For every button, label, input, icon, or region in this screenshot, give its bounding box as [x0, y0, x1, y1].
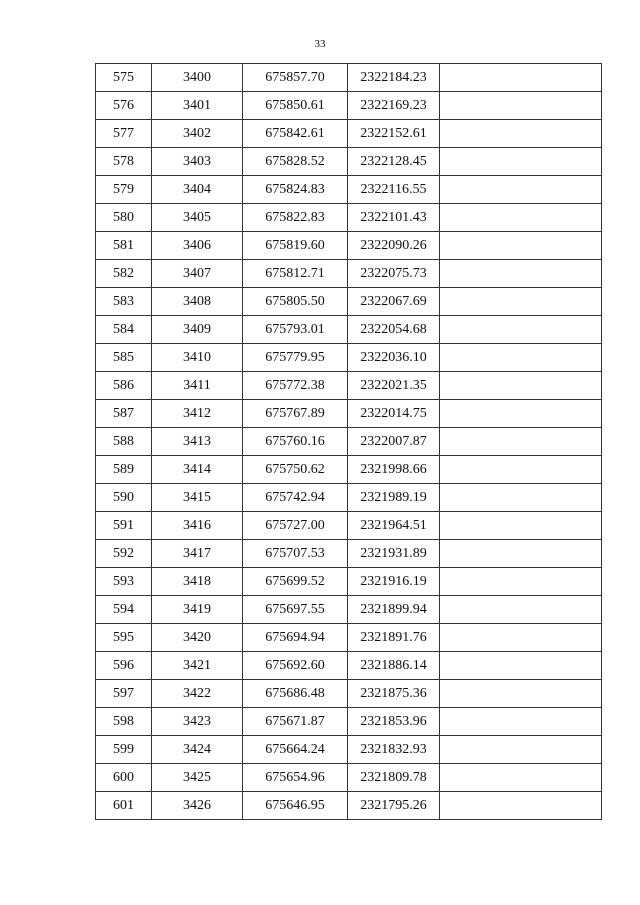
note-cell — [440, 400, 602, 428]
note-cell — [440, 428, 602, 456]
y-coordinate-cell: 2322054.68 — [348, 316, 440, 344]
row-index-cell: 576 — [96, 92, 152, 120]
row-index-cell: 579 — [96, 176, 152, 204]
note-cell — [440, 512, 602, 540]
note-cell — [440, 764, 602, 792]
table-row — [96, 288, 602, 316]
table-row — [96, 64, 602, 92]
y-coordinate-cell: 2321916.19 — [348, 568, 440, 596]
x-coordinate-cell: 675793.01 — [243, 316, 348, 344]
x-coordinate-cell: 675805.50 — [243, 288, 348, 316]
table-row — [96, 456, 602, 484]
x-coordinate-cell: 675819.60 — [243, 232, 348, 260]
point-id-cell: 3411 — [152, 372, 243, 400]
y-coordinate-cell: 2321891.76 — [348, 624, 440, 652]
row-index-cell: 595 — [96, 624, 152, 652]
x-coordinate-cell: 675772.38 — [243, 372, 348, 400]
note-cell — [440, 148, 602, 176]
note-cell — [440, 288, 602, 316]
y-coordinate-cell: 2322101.43 — [348, 204, 440, 232]
y-coordinate-cell: 2321809.78 — [348, 764, 440, 792]
x-coordinate-cell: 675727.00 — [243, 512, 348, 540]
point-id-cell: 3401 — [152, 92, 243, 120]
x-coordinate-cell: 675779.95 — [243, 344, 348, 372]
note-cell — [440, 540, 602, 568]
table-row — [96, 764, 602, 792]
row-index-cell: 582 — [96, 260, 152, 288]
point-id-cell: 3420 — [152, 624, 243, 652]
note-cell — [440, 64, 602, 92]
y-coordinate-cell: 2322184.23 — [348, 64, 440, 92]
note-cell — [440, 120, 602, 148]
point-id-cell: 3409 — [152, 316, 243, 344]
table-row — [96, 176, 602, 204]
y-coordinate-cell: 2321886.14 — [348, 652, 440, 680]
note-cell — [440, 372, 602, 400]
y-coordinate-cell: 2321964.51 — [348, 512, 440, 540]
x-coordinate-cell: 675767.89 — [243, 400, 348, 428]
table-row — [96, 232, 602, 260]
row-index-cell: 598 — [96, 708, 152, 736]
note-cell — [440, 484, 602, 512]
point-id-cell: 3406 — [152, 232, 243, 260]
y-coordinate-cell: 2322116.55 — [348, 176, 440, 204]
note-cell — [440, 596, 602, 624]
x-coordinate-cell: 675686.48 — [243, 680, 348, 708]
y-coordinate-cell: 2322075.73 — [348, 260, 440, 288]
y-coordinate-cell: 2322128.45 — [348, 148, 440, 176]
table-row — [96, 624, 602, 652]
note-cell — [440, 736, 602, 764]
point-id-cell: 3417 — [152, 540, 243, 568]
note-cell — [440, 456, 602, 484]
table-row — [96, 512, 602, 540]
table-row — [96, 652, 602, 680]
point-id-cell: 3404 — [152, 176, 243, 204]
table-row — [96, 400, 602, 428]
y-coordinate-cell: 2322067.69 — [348, 288, 440, 316]
table-row — [96, 204, 602, 232]
x-coordinate-cell: 675842.61 — [243, 120, 348, 148]
row-index-cell: 601 — [96, 792, 152, 820]
y-coordinate-cell: 2321998.66 — [348, 456, 440, 484]
y-coordinate-cell: 2321853.96 — [348, 708, 440, 736]
coordinates-table-body — [96, 64, 602, 820]
x-coordinate-cell: 675828.52 — [243, 148, 348, 176]
point-id-cell: 3424 — [152, 736, 243, 764]
x-coordinate-cell: 675671.87 — [243, 708, 348, 736]
y-coordinate-cell: 2321931.89 — [348, 540, 440, 568]
table-row — [96, 148, 602, 176]
point-id-cell: 3400 — [152, 64, 243, 92]
row-index-cell: 580 — [96, 204, 152, 232]
x-coordinate-cell: 675646.95 — [243, 792, 348, 820]
coordinates-table — [95, 63, 602, 820]
row-index-cell: 588 — [96, 428, 152, 456]
table-row — [96, 428, 602, 456]
point-id-cell: 3410 — [152, 344, 243, 372]
row-index-cell: 577 — [96, 120, 152, 148]
point-id-cell: 3426 — [152, 792, 243, 820]
point-id-cell: 3414 — [152, 456, 243, 484]
row-index-cell: 596 — [96, 652, 152, 680]
note-cell — [440, 568, 602, 596]
point-id-cell: 3403 — [152, 148, 243, 176]
table-row — [96, 736, 602, 764]
x-coordinate-cell: 675697.55 — [243, 596, 348, 624]
y-coordinate-cell: 2321899.94 — [348, 596, 440, 624]
y-coordinate-cell: 2322036.10 — [348, 344, 440, 372]
x-coordinate-cell: 675822.83 — [243, 204, 348, 232]
point-id-cell: 3425 — [152, 764, 243, 792]
note-cell — [440, 232, 602, 260]
point-id-cell: 3419 — [152, 596, 243, 624]
row-index-cell: 586 — [96, 372, 152, 400]
table-row — [96, 596, 602, 624]
table-row — [96, 344, 602, 372]
row-index-cell: 578 — [96, 148, 152, 176]
note-cell — [440, 316, 602, 344]
point-id-cell: 3408 — [152, 288, 243, 316]
x-coordinate-cell: 675692.60 — [243, 652, 348, 680]
row-index-cell: 575 — [96, 64, 152, 92]
y-coordinate-cell: 2322007.87 — [348, 428, 440, 456]
x-coordinate-cell: 675664.24 — [243, 736, 348, 764]
point-id-cell: 3407 — [152, 260, 243, 288]
y-coordinate-cell: 2321832.93 — [348, 736, 440, 764]
table-row — [96, 680, 602, 708]
point-id-cell: 3416 — [152, 512, 243, 540]
point-id-cell: 3423 — [152, 708, 243, 736]
note-cell — [440, 344, 602, 372]
x-coordinate-cell: 675694.94 — [243, 624, 348, 652]
table-row — [96, 568, 602, 596]
x-coordinate-cell: 675742.94 — [243, 484, 348, 512]
table-row — [96, 260, 602, 288]
table-row — [96, 708, 602, 736]
x-coordinate-cell: 675812.71 — [243, 260, 348, 288]
table-row — [96, 316, 602, 344]
x-coordinate-cell: 675824.83 — [243, 176, 348, 204]
x-coordinate-cell: 675654.96 — [243, 764, 348, 792]
row-index-cell: 589 — [96, 456, 152, 484]
row-index-cell: 591 — [96, 512, 152, 540]
note-cell — [440, 680, 602, 708]
y-coordinate-cell: 2322014.75 — [348, 400, 440, 428]
point-id-cell: 3415 — [152, 484, 243, 512]
note-cell — [440, 260, 602, 288]
point-id-cell: 3405 — [152, 204, 243, 232]
table-row — [96, 372, 602, 400]
point-id-cell: 3402 — [152, 120, 243, 148]
table-row — [96, 540, 602, 568]
y-coordinate-cell: 2322090.26 — [348, 232, 440, 260]
note-cell — [440, 624, 602, 652]
row-index-cell: 592 — [96, 540, 152, 568]
x-coordinate-cell: 675857.70 — [243, 64, 348, 92]
point-id-cell: 3418 — [152, 568, 243, 596]
table-row — [96, 484, 602, 512]
row-index-cell: 600 — [96, 764, 152, 792]
x-coordinate-cell: 675750.62 — [243, 456, 348, 484]
x-coordinate-cell: 675850.61 — [243, 92, 348, 120]
note-cell — [440, 792, 602, 820]
y-coordinate-cell: 2321795.26 — [348, 792, 440, 820]
row-index-cell: 599 — [96, 736, 152, 764]
note-cell — [440, 204, 602, 232]
row-index-cell: 597 — [96, 680, 152, 708]
row-index-cell: 594 — [96, 596, 152, 624]
y-coordinate-cell: 2321989.19 — [348, 484, 440, 512]
row-index-cell: 593 — [96, 568, 152, 596]
point-id-cell: 3412 — [152, 400, 243, 428]
row-index-cell: 585 — [96, 344, 152, 372]
x-coordinate-cell: 675760.16 — [243, 428, 348, 456]
row-index-cell: 581 — [96, 232, 152, 260]
table-row — [96, 120, 602, 148]
row-index-cell: 590 — [96, 484, 152, 512]
note-cell — [440, 708, 602, 736]
page-number: 33 — [314, 38, 326, 50]
note-cell — [440, 652, 602, 680]
point-id-cell: 3421 — [152, 652, 243, 680]
table-row — [96, 792, 602, 820]
x-coordinate-cell: 675699.52 — [243, 568, 348, 596]
row-index-cell: 584 — [96, 316, 152, 344]
y-coordinate-cell: 2322021.35 — [348, 372, 440, 400]
y-coordinate-cell: 2322152.61 — [348, 120, 440, 148]
y-coordinate-cell: 2321875.36 — [348, 680, 440, 708]
x-coordinate-cell: 675707.53 — [243, 540, 348, 568]
point-id-cell: 3422 — [152, 680, 243, 708]
point-id-cell: 3413 — [152, 428, 243, 456]
note-cell — [440, 176, 602, 204]
y-coordinate-cell: 2322169.23 — [348, 92, 440, 120]
note-cell — [440, 92, 602, 120]
row-index-cell: 587 — [96, 400, 152, 428]
table-row — [96, 92, 602, 120]
row-index-cell: 583 — [96, 288, 152, 316]
